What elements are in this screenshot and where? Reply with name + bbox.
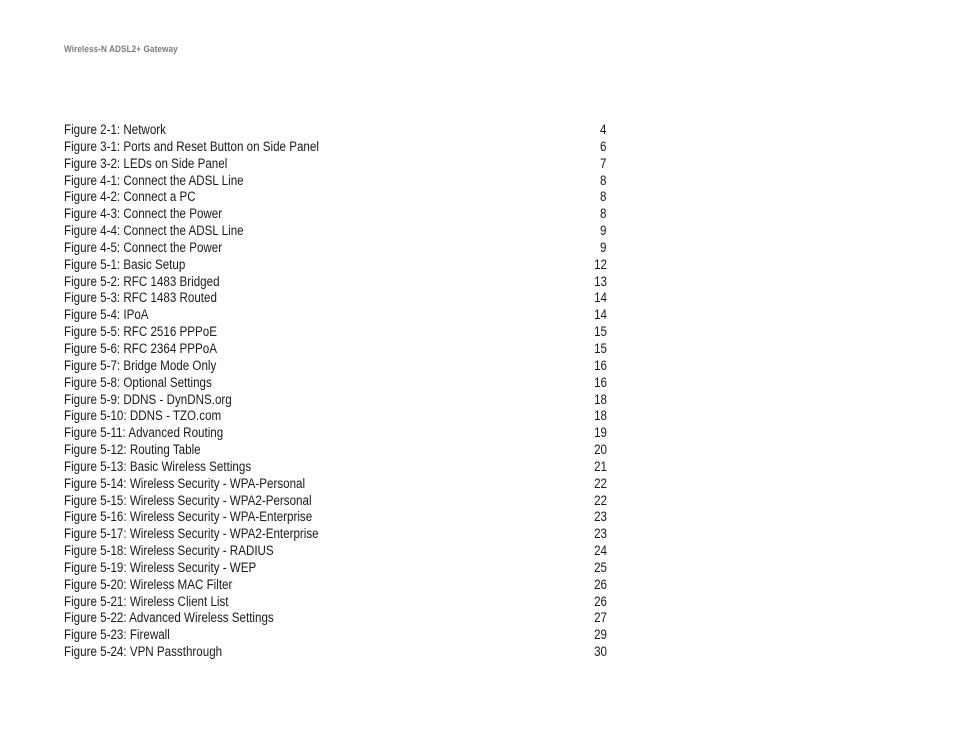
figure-title: Figure 5-10: DDNS - TZO.com [64,408,222,424]
running-header: Wireless-N ADSL2+ Gateway [64,44,178,55]
figure-list-entry[interactable] [64,560,607,577]
figure-title: Figure 5-9: DDNS - DynDNS.org [64,391,232,407]
figure-page-number: 21 [594,458,607,474]
figure-title: Figure 5-23: Firewall [64,627,170,643]
figure-list-entry[interactable] [64,476,607,493]
figure-title: Figure 5-24: VPN Passthrough [64,644,223,660]
figure-list-entry[interactable] [64,392,607,409]
figure-title: Figure 5-19: Wireless Security - WEP [64,559,257,575]
figure-list-entry[interactable] [64,425,607,442]
figure-title: Figure 5-8: Optional Settings [64,374,212,390]
figure-page-number: 8 [600,172,607,188]
figure-page-number: 9 [600,223,607,239]
figure-list-entry[interactable] [64,358,607,375]
figure-page-number: 29 [594,627,607,643]
list-of-figures [64,122,607,661]
figure-list-entry[interactable] [64,122,607,139]
figure-list-entry[interactable] [64,375,607,392]
figure-page-number: 23 [594,526,607,542]
figure-page-number: 15 [594,324,607,340]
figure-title: Figure 4-4: Connect the ADSL Line [64,223,244,239]
figure-page-number: 22 [594,492,607,508]
figure-title: Figure 5-22: Advanced Wireless Settings [64,610,274,626]
figure-page-number: 15 [594,340,607,356]
figure-list-entry[interactable] [64,526,607,543]
figure-page-number: 24 [594,543,607,559]
figure-list-entry[interactable] [64,257,607,274]
figure-page-number: 6 [600,138,607,154]
figure-title: Figure 4-3: Connect the Power [64,206,223,222]
figure-title: Figure 5-18: Wireless Security - RADIUS [64,543,274,559]
figure-list-entry[interactable] [64,577,607,594]
figure-title: Figure 5-20: Wireless MAC Filter [64,576,233,592]
figure-list-entry[interactable] [64,324,607,341]
figure-page-number: 27 [594,610,607,626]
figure-list-entry[interactable] [64,610,607,627]
figure-list-entry[interactable] [64,627,607,644]
figure-page-number: 16 [594,357,607,373]
figure-page-number: 25 [594,559,607,575]
figure-title: Figure 3-2: LEDs on Side Panel [64,155,228,171]
figure-title: Figure 5-4: IPoA [64,307,149,323]
figure-list-entry[interactable] [64,594,607,611]
figure-list-entry[interactable] [64,206,607,223]
figure-list-entry[interactable] [64,543,607,560]
figure-list-entry[interactable] [64,408,607,425]
figure-page-number: 4 [600,122,607,137]
figure-page-number: 16 [594,374,607,390]
figure-title: Figure 5-1: Basic Setup [64,256,186,272]
figure-list-entry[interactable] [64,459,607,476]
figure-page-number: 8 [600,189,607,205]
figure-list-entry[interactable] [64,223,607,240]
figure-page-number: 30 [594,644,607,660]
figure-list-entry[interactable] [64,307,607,324]
figure-page-number: 9 [600,239,607,255]
figure-title: Figure 5-3: RFC 1483 Routed [64,290,217,306]
figure-list-entry[interactable] [64,341,607,358]
figure-page-number: 12 [594,256,607,272]
figure-page-number: 14 [594,290,607,306]
figure-title: Figure 5-14: Wireless Security - WPA-Personal [64,475,306,491]
figure-list-entry[interactable] [64,442,607,459]
figure-page-number: 18 [594,408,607,424]
figure-list-entry[interactable] [64,156,607,173]
figure-page-number: 14 [594,307,607,323]
figure-list-entry[interactable] [64,240,607,257]
figure-list-entry[interactable] [64,290,607,307]
figure-page-number: 20 [594,442,607,458]
figure-title: Figure 5-6: RFC 2364 PPPoA [64,340,217,356]
figure-list-entry[interactable] [64,644,607,661]
figure-title: Figure 4-1: Connect the ADSL Line [64,172,244,188]
figure-page-number: 13 [594,273,607,289]
figure-list-entry[interactable] [64,189,607,206]
figure-title: Figure 5-13: Basic Wireless Settings [64,458,252,474]
figure-list-entry[interactable] [64,173,607,190]
figure-page-number: 23 [594,509,607,525]
figure-title: Figure 3-1: Ports and Reset Button on Side Panel [64,138,319,154]
figure-list-entry[interactable] [64,139,607,156]
figure-list-entry[interactable] [64,274,607,291]
figure-page-number: 26 [594,576,607,592]
figure-title: Figure 5-2: RFC 1483 Bridged [64,273,220,289]
figure-title: Figure 5-21: Wireless Client List [64,593,229,609]
figure-list-entry[interactable] [64,493,607,510]
figure-title: Figure 5-11: Advanced Routing [64,425,224,441]
figure-page-number: 19 [594,425,607,441]
figure-page-number: 22 [594,475,607,491]
figure-list-entry[interactable] [64,509,607,526]
figure-title: Figure 5-5: RFC 2516 PPPoE [64,324,217,340]
figure-title: Figure 5-7: Bridge Mode Only [64,357,217,373]
figure-title: Figure 5-17: Wireless Security - WPA2-Enterprise [64,526,319,542]
figure-title: Figure 5-16: Wireless Security - WPA-Enterprise [64,509,313,525]
figure-page-number: 8 [600,206,607,222]
figure-title: Figure 2-1: Network [64,122,166,137]
figure-page-number: 7 [600,155,607,171]
figure-page-number: 26 [594,593,607,609]
figure-title: Figure 5-15: Wireless Security - WPA2-Personal [64,492,312,508]
figure-title: Figure 5-12: Routing Table [64,442,201,458]
figure-title: Figure 4-2: Connect a PC [64,189,196,205]
figure-title: Figure 4-5: Connect the Power [64,239,223,255]
figure-page-number: 18 [594,391,607,407]
